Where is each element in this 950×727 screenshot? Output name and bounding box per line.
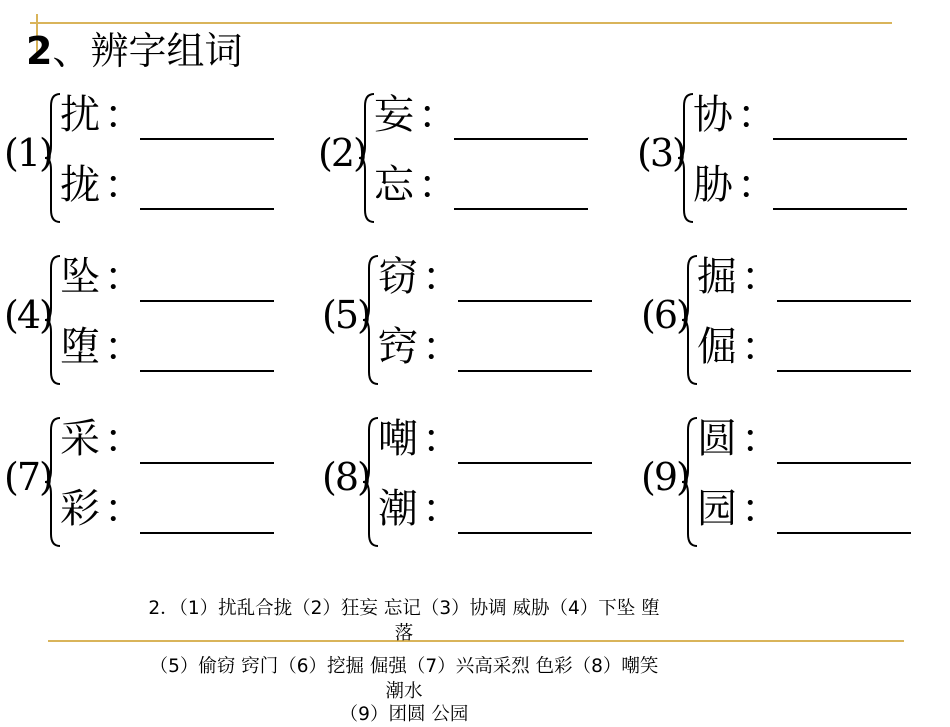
target-character: 妄 — [374, 92, 414, 138]
item-number: (4) — [4, 293, 52, 337]
answer-blank[interactable] — [773, 208, 907, 210]
exercise-item-2 — [318, 88, 618, 228]
colon: ： — [422, 324, 462, 370]
colon: ： — [737, 162, 777, 208]
colon: ： — [741, 416, 781, 462]
answer-blank[interactable] — [773, 138, 907, 140]
colon: ： — [104, 486, 144, 532]
colon: ： — [104, 254, 144, 300]
target-character: 潮 — [378, 486, 418, 532]
colon: ： — [104, 92, 144, 138]
item-number: (1) — [4, 131, 52, 175]
target-character: 堕 — [60, 324, 100, 370]
item-number: (7) — [4, 455, 52, 499]
colon: ： — [104, 324, 144, 370]
target-character: 坠 — [60, 254, 100, 300]
target-character: 彩 — [60, 486, 100, 532]
answer-blank[interactable] — [140, 532, 274, 534]
target-character: 窍 — [378, 324, 418, 370]
item-number: (2) — [318, 131, 366, 175]
exercise-item-5 — [322, 250, 622, 390]
target-character: 拢 — [60, 162, 100, 208]
answer-blank[interactable] — [454, 208, 588, 210]
target-character: 胁 — [693, 162, 733, 208]
colon: ： — [104, 162, 144, 208]
colon: ： — [741, 486, 781, 532]
exercise-item-8 — [322, 412, 622, 552]
answer-key-line: 潮水 — [385, 681, 423, 702]
title-text: 、辨字组词 — [52, 29, 243, 73]
answer-blank[interactable] — [140, 300, 274, 302]
target-character: 采 — [60, 416, 100, 462]
target-character: 园 — [697, 486, 737, 532]
colon: ： — [741, 324, 781, 370]
answer-blank[interactable] — [140, 208, 274, 210]
answer-key-line: 2．（1）扰乱合拢（2）狂妄 忘记（3）协调 威胁（4）下坠 堕 — [148, 598, 660, 619]
answer-blank[interactable] — [458, 300, 592, 302]
answer-blank[interactable] — [140, 138, 274, 140]
exercise-item-9 — [641, 412, 941, 552]
colon: ： — [422, 416, 462, 462]
colon: ： — [422, 254, 462, 300]
item-number: (9) — [641, 455, 689, 499]
item-number: (6) — [641, 293, 689, 337]
target-character: 掘 — [697, 254, 737, 300]
target-character: 嘲 — [378, 416, 418, 462]
top-accent-line — [30, 22, 892, 24]
item-number: (3) — [637, 131, 685, 175]
target-character: 协 — [693, 92, 733, 138]
target-character: 忘 — [374, 162, 414, 208]
answer-blank[interactable] — [777, 462, 911, 464]
answer-blank[interactable] — [777, 532, 911, 534]
item-number: (5) — [322, 293, 370, 337]
item-number: (8) — [322, 455, 370, 499]
answer-blank[interactable] — [140, 462, 274, 464]
answer-blank[interactable] — [458, 532, 592, 534]
target-character: 扰 — [60, 92, 100, 138]
colon: ： — [418, 162, 458, 208]
colon: ： — [741, 254, 781, 300]
answer-blank[interactable] — [454, 138, 588, 140]
answer-blank[interactable] — [458, 370, 592, 372]
answer-blank[interactable] — [777, 370, 911, 372]
exercise-item-4 — [4, 250, 304, 390]
target-character: 窃 — [378, 254, 418, 300]
exercise-item-7 — [4, 412, 304, 552]
target-character: 倔 — [697, 324, 737, 370]
exercise-item-6 — [641, 250, 941, 390]
answer-key-line: （9）团圆 公园 — [339, 704, 469, 725]
exercise-item-3 — [637, 88, 937, 228]
colon: ： — [104, 416, 144, 462]
colon: ： — [737, 92, 777, 138]
target-character: 圆 — [697, 416, 737, 462]
answer-key-line: （5）偷窃 窍门（6）挖掘 倔强（7）兴高采烈 色彩（8）嘲笑 — [149, 656, 659, 677]
answer-blank[interactable] — [140, 370, 274, 372]
exercise-item-1 — [4, 88, 304, 228]
colon: ： — [418, 92, 458, 138]
answer-blank[interactable] — [777, 300, 911, 302]
colon: ： — [422, 486, 462, 532]
answer-key-line: 落 — [394, 623, 414, 644]
page-title — [26, 26, 242, 76]
title-number: 2 — [26, 29, 53, 73]
answer-blank[interactable] — [458, 462, 592, 464]
